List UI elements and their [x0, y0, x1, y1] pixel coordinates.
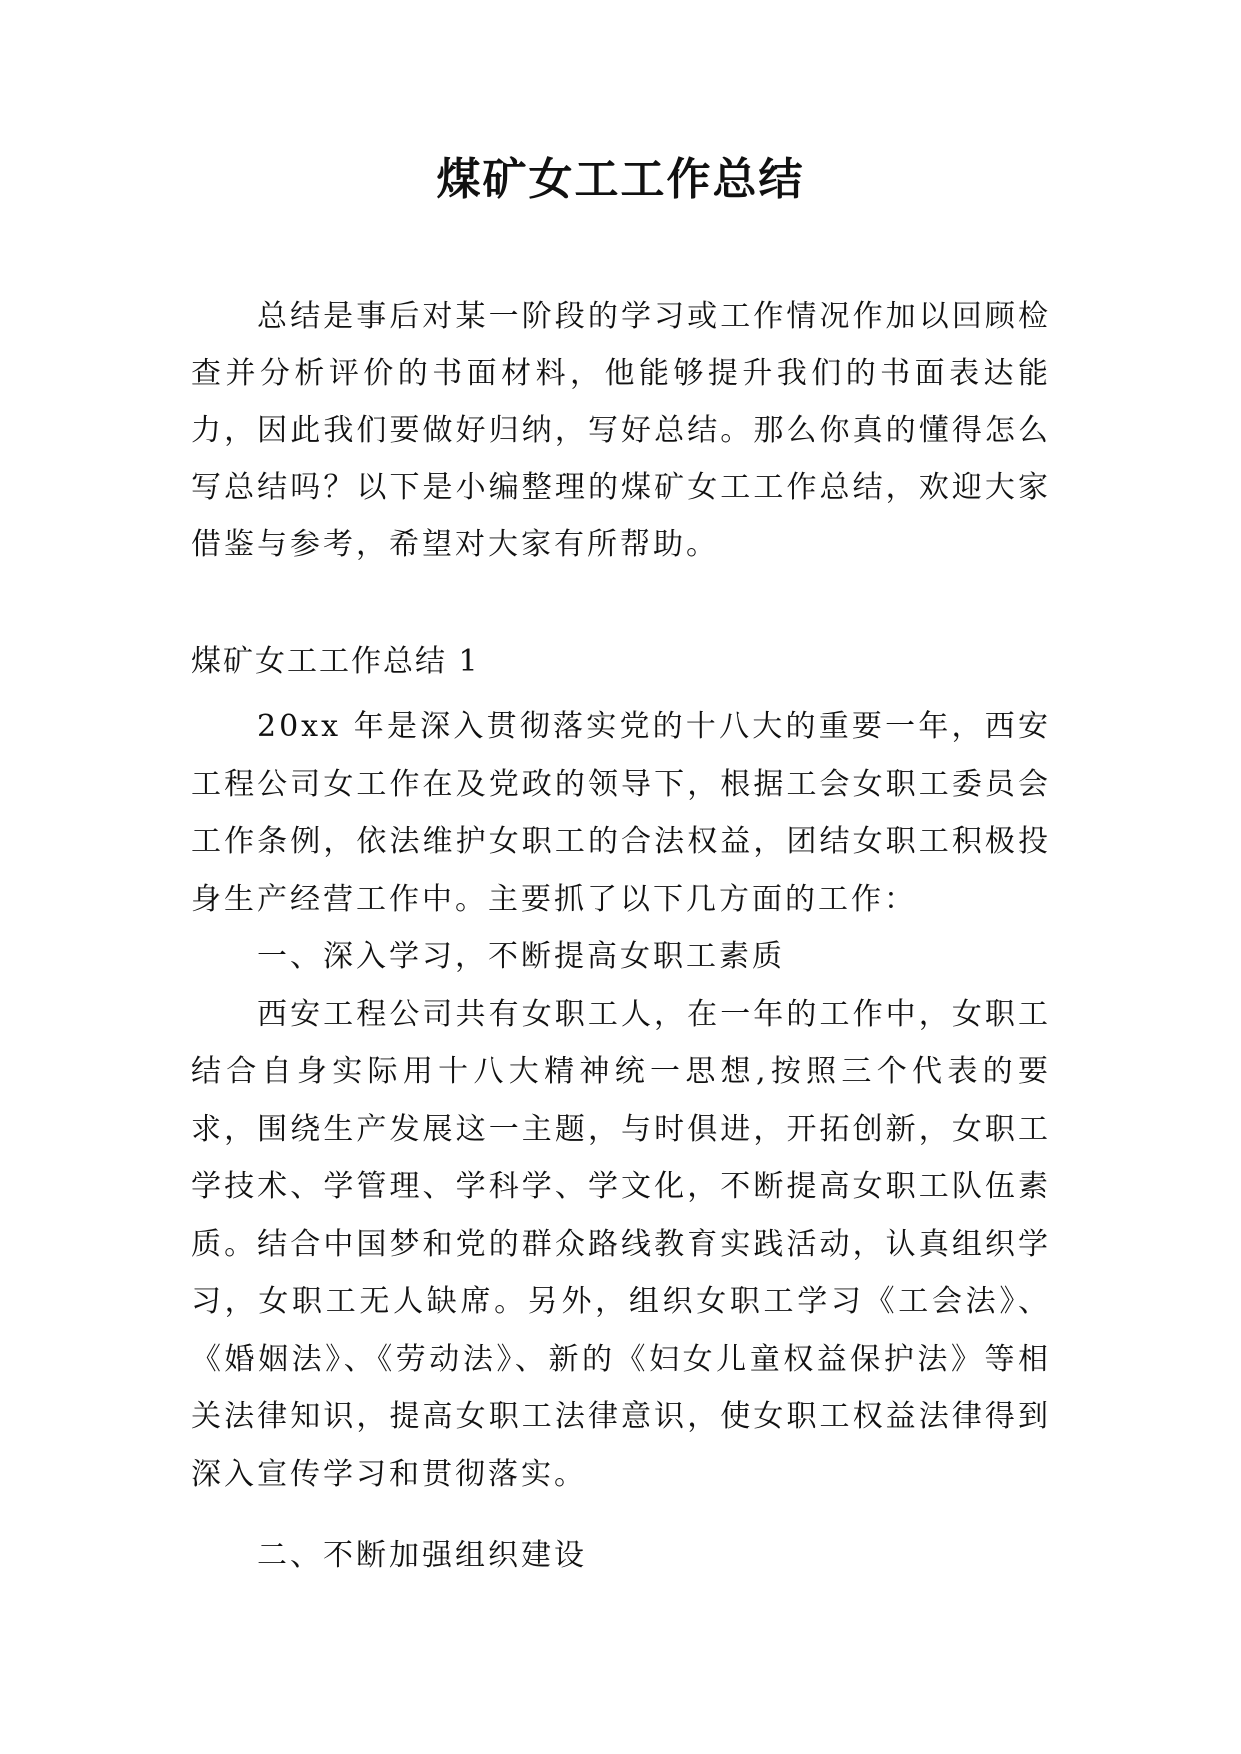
section-paragraph: 西安工程公司共有女职工人，在一年的工作中，女职工结合自身实际用十八大精神统一思想,按照三个代表的要求，围绕生产发展这一主题，与时俱进，开拓创新，女职工学技术、学管理、学科学、学文化，不断提高女职工队伍素质。结合中国梦和党的群众路线教育实践活动，认真组织学习，女职工无人缺席。另外，组织女职工学习《工会法》、《婚姻法》、《劳动法》、新的《妇女儿童权益保护法》等相关法律知识，提高女职工法律意识，使女职工权益法律得到深入宣传学习和贯彻落实。 — [191, 996, 1051, 1492]
subheading-2: 二、不断加强组织建设 — [257, 1538, 587, 1573]
subheading-1: 一、深入学习，不断提高女职工素质 — [257, 939, 785, 974]
document-title: 煤矿女工工作总结 — [436, 154, 805, 205]
intro-paragraph: 总结是事后对某一阶段的学习或工作情况作加以回顾检查并分析评价的书面材料，他能够提升我们的书面表达能力，因此我们要做好归纳，写好总结。那么你真的懂得怎么写总结吗？以下是小编整理的煤矿女工工作总结，欢迎大家借鉴与参考，希望对大家有所帮助。 — [191, 299, 1051, 562]
section-heading: 煤矿女工工作总结 1 — [191, 644, 480, 679]
section-paragraph: 20xx 年是深入贯彻落实党的十八大的重要一年，西安工程公司女工作在及党政的领导下，根据工会女职工委员会工作条例，依法维护女职工的合法权益，团结女职工积极投身生产经营工作中。主要抓了以下几方面的工作： — [191, 709, 1051, 917]
section-body — [191, 698, 1051, 1585]
